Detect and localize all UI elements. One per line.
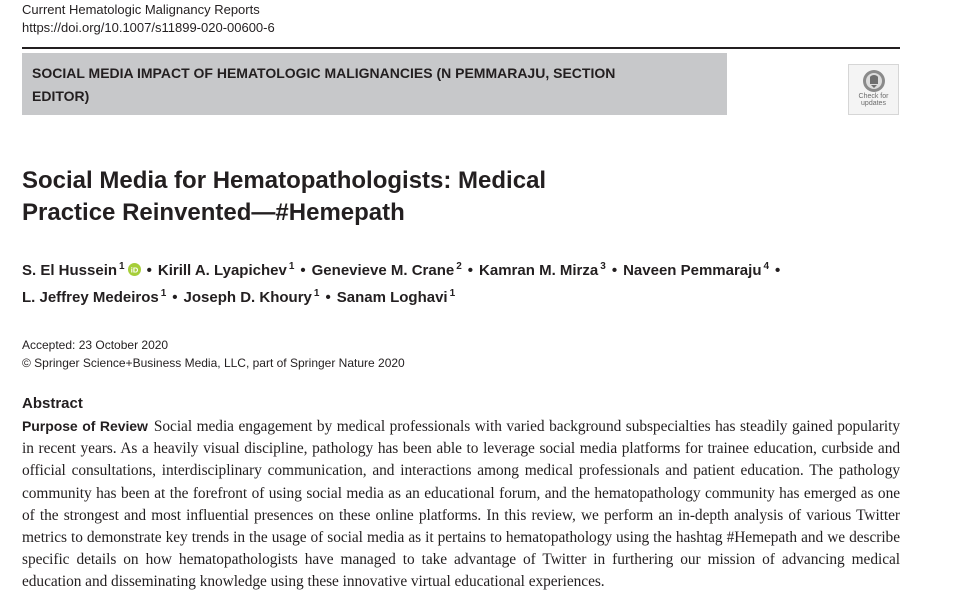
title-line-2: Practice Reinvented—#Hemepath: [22, 199, 405, 226]
author-separator: •: [325, 289, 331, 306]
accepted-date: Accepted: 23 October 2020: [22, 338, 169, 352]
badge-label-1: Check for: [858, 93, 889, 100]
abstract-text: Social media engagement by medical professionals with varied background subspecialties has steadily gained popularity in recent years. As a heavily visual discipline, pathology has been able to leverage social media platforms for trainee education, curbside and official consultations, interdisciplinary communication, and interactions among medical professionals and patient education. The pathology community has been at the forefront of using social media as an educational forum, and the hematopathology community has emerged as one of the strongest and most influential presences on these online platforms. In this review, we perform an in-depth analysis of various Twitter metrics to demonstrate key trends in the usage of social media as it pertains to hematopathology using the hashtag #Hemepath and we describe specific details on how hematopathologists have managed to take advantage of Twitter in furthering our mission of advancing medical education and disseminating knowledge using these innovative virtual educational experiences.: [22, 418, 901, 591]
title-line-1: Social Media for Hematopathologists: Medical: [22, 167, 547, 194]
section-band: [22, 53, 727, 115]
author-separator: •: [467, 262, 474, 279]
abstract-body: [22, 415, 900, 594]
abstract-heading: Abstract: [22, 395, 83, 412]
author-line-2: [22, 285, 786, 312]
author-affiliation: 1: [119, 261, 125, 272]
author-separator: •: [300, 262, 306, 279]
doi-link[interactable]: https://doi.org/10.1007/s11899-020-00600-6: [22, 20, 275, 35]
author-separator: •: [146, 262, 152, 279]
author-name[interactable]: L. Jeffrey Medeiros: [22, 289, 159, 306]
author-affiliation: 4: [763, 261, 770, 272]
author-affiliation: 1: [313, 288, 320, 299]
author-name[interactable]: Joseph D. Khoury: [183, 289, 312, 306]
author-name[interactable]: S. El Hussein: [22, 262, 118, 279]
journal-header: [22, 1, 275, 37]
check-for-updates-badge[interactable]: [848, 64, 899, 115]
author-affiliation: 3: [600, 261, 606, 272]
check-for-updates-icon: [862, 69, 886, 93]
author-list: [22, 258, 786, 312]
journal-name: Current Hematologic Malignancy Reports: [22, 2, 260, 17]
svg-text:iD: iD: [130, 265, 138, 275]
copyright-notice: © Springer Science+Business Media, LLC, part of Springer Nature 2020: [22, 356, 405, 370]
author-affiliation: 2: [456, 261, 462, 272]
section-line-1: SOCIAL MEDIA IMPACT OF HEMATOLOGIC MALIGNANCIES (N PEMMARAJU, SECTION: [32, 65, 616, 81]
author-separator: •: [611, 262, 618, 279]
article-title: [22, 165, 546, 229]
author-affiliation: 1: [288, 261, 295, 272]
author-separator: •: [172, 289, 178, 306]
section-line-2: EDITOR): [32, 88, 90, 104]
author-name[interactable]: Sanam Loghavi: [336, 289, 448, 306]
author-name[interactable]: Naveen Pemmaraju: [623, 262, 762, 279]
article-dates: [22, 336, 405, 372]
author-affiliation: 1: [160, 288, 167, 299]
author-name[interactable]: Kirill A. Lyapichev: [157, 262, 287, 279]
author-line-1: [22, 258, 786, 285]
orcid-icon[interactable]: [128, 263, 141, 276]
abstract-section-label: Purpose of Review: [22, 418, 148, 434]
author-name[interactable]: Kamran M. Mirza: [479, 262, 599, 279]
author-affiliation: 1: [449, 288, 456, 299]
header-rule: [22, 47, 900, 49]
author-separator: •: [775, 262, 781, 279]
badge-label-2: updates: [861, 100, 886, 107]
author-name[interactable]: Genevieve M. Crane: [311, 262, 455, 279]
